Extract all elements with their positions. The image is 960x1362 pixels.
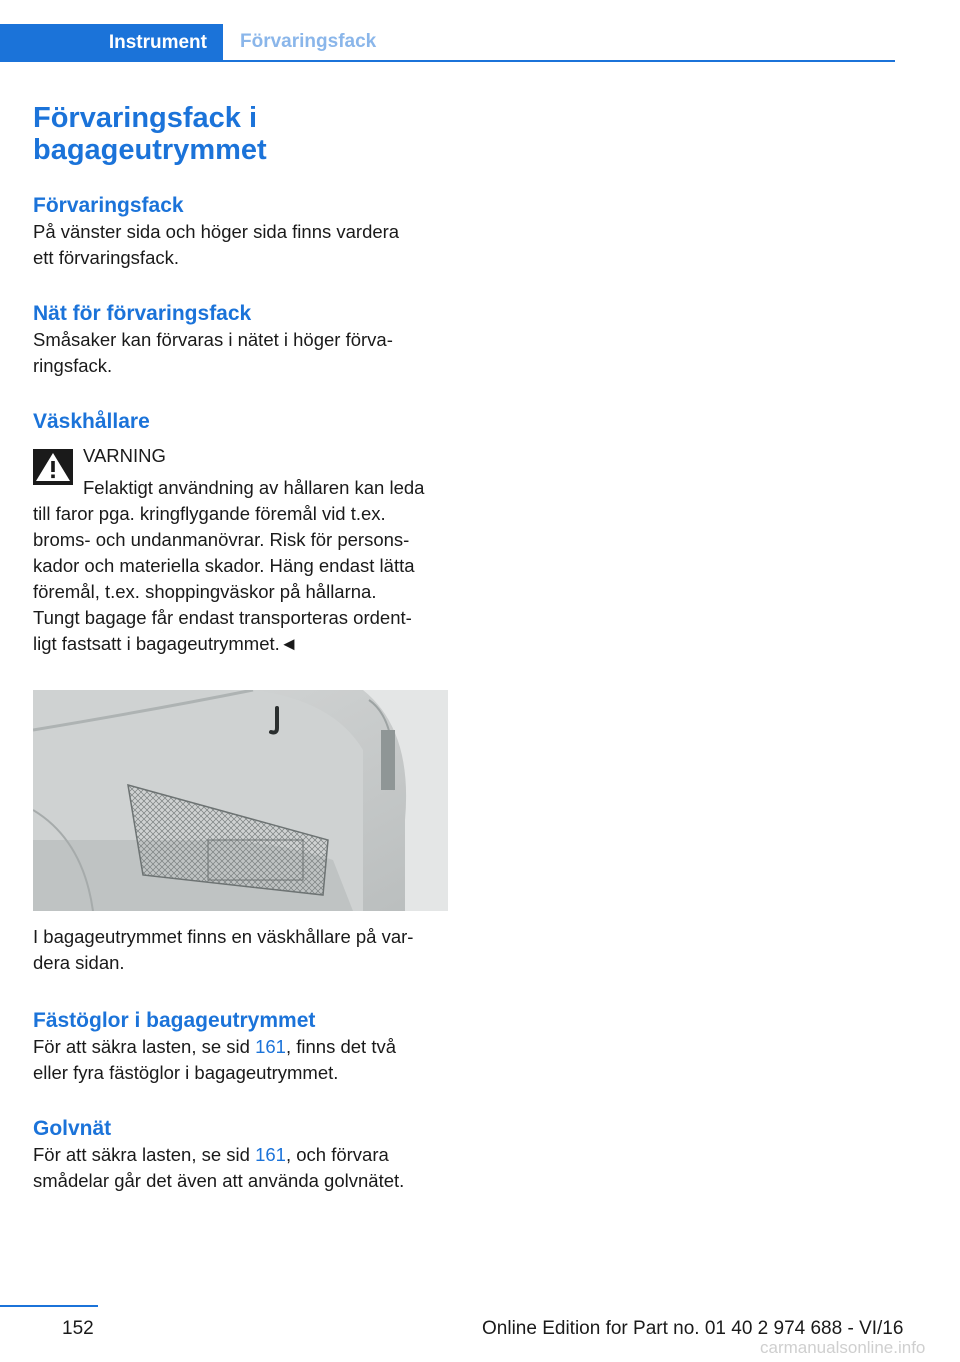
section-heading-fastoglor: Fästöglor i bagageutrymmet xyxy=(33,1009,316,1032)
page-title-line2: bagageutrymmet xyxy=(33,134,267,166)
page-title xyxy=(33,102,448,166)
page-reference-link[interactable]: 161 xyxy=(255,1036,286,1057)
body-text: , finns det två xyxy=(285,1036,397,1057)
body-line: dera sidan. xyxy=(33,952,125,973)
section-heading-vaskhallare: Väskhållare xyxy=(33,410,150,433)
section-heading-golvnat: Golvnät xyxy=(33,1117,112,1140)
body-line: eller fyra fästöglor i bagageutrymmet. xyxy=(33,1062,339,1083)
body-line: ringsfack. xyxy=(33,355,113,376)
header-divider xyxy=(0,60,895,62)
warning-line: Felaktigt användning av hållaren kan leda xyxy=(83,477,425,498)
luggage-compartment-illustration xyxy=(33,690,448,911)
edition-info: Online Edition for Part no. 01 40 2 974 688 - VI/16 xyxy=(482,1318,904,1339)
warning-line: till faror pga. kringflygande föremål vid t.ex. xyxy=(33,503,386,524)
warning-line: kador och materiella skador. Häng endast lätta xyxy=(33,555,415,576)
body-line: På vänster sida och höger sida finns vardera xyxy=(33,221,400,242)
body-line: smådelar går det även att använda golvnätet. xyxy=(33,1170,405,1191)
main-column xyxy=(33,102,448,1194)
footer-divider xyxy=(0,1305,98,1307)
section-heading-nat: Nät för förvaringsfack xyxy=(33,302,252,325)
page-header xyxy=(0,0,895,62)
body-line: ett förvaringsfack. xyxy=(33,247,180,268)
section-heading-forvaringsfack: Förvaringsfack xyxy=(33,194,184,217)
warning-text xyxy=(33,475,448,657)
body-line: Småsaker kan förvaras i nätet i höger förva‐ xyxy=(33,329,393,350)
page-reference-link[interactable]: 161 xyxy=(255,1144,286,1165)
page-number: 152 xyxy=(62,1318,94,1339)
watermark: carmanualsonline.info xyxy=(760,1338,926,1357)
warning-box xyxy=(33,443,448,657)
trunk-net-illustration xyxy=(33,690,448,911)
page-title-line1: Förvaringsfack i xyxy=(33,102,258,134)
warning-title: VARNING xyxy=(83,445,166,466)
warning-triangle-icon xyxy=(33,449,73,485)
warning-line: broms- och undanmanövrar. Risk för persons‐ xyxy=(33,529,410,550)
section-body-nat xyxy=(33,327,448,379)
body-text: , och förvara xyxy=(285,1144,389,1165)
section-body-golvnat xyxy=(33,1142,448,1194)
warning-line: ligt fastsatt i bagageutrymmet.◄ xyxy=(33,633,299,654)
body-line: I bagageutrymmet finns en väskhållare på var‐ xyxy=(33,926,414,947)
tab-forvaringsfack[interactable]: Förvaringsfack xyxy=(240,31,377,52)
tab-instrument[interactable]: Instrument xyxy=(0,24,223,62)
section-body-vaskhallare xyxy=(33,924,448,976)
warning-line: föremål, t.ex. shoppingväskor på hållarna. xyxy=(33,581,377,602)
body-text: För att säkra lasten, se sid xyxy=(33,1036,256,1057)
section-body-forvaringsfack xyxy=(33,219,448,271)
section-body-fastoglor xyxy=(33,1034,448,1086)
body-text: För att säkra lasten, se sid xyxy=(33,1144,256,1165)
warning-line: Tungt bagage får endast transporteras ordent‐ xyxy=(33,607,412,628)
